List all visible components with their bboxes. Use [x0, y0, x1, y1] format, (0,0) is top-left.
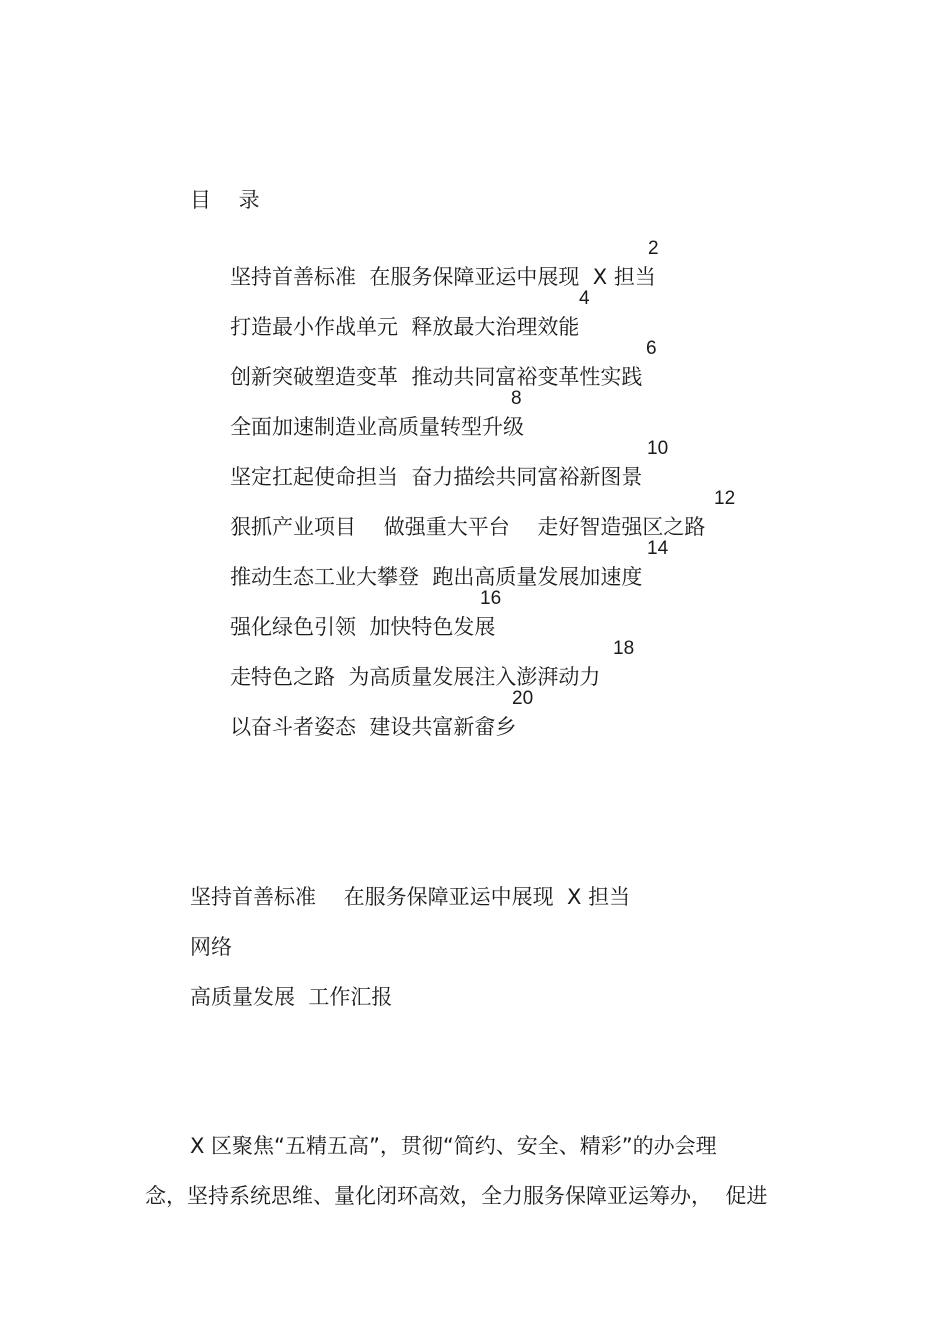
toc-list — [190, 235, 736, 739]
toc-entry-title: 强化绿色引领 加快特色发展 — [230, 615, 496, 639]
toc-entry-title: 狠抓产业项目 做强重大平台 走好智造强区之路 — [230, 515, 706, 539]
toc-entry-title: 创新突破塑造变革 推动共同富裕变革性实践 — [230, 365, 643, 389]
toc-entry-page: 16 — [480, 588, 502, 609]
toc-title: 目 录 — [190, 188, 260, 212]
toc-entry[interactable] — [190, 635, 705, 689]
body-paragraph-line: 念，坚持系统思维、量化闭环高效，全力服务保障亚运筹办， 促进 — [145, 1184, 768, 1208]
toc-entry-page: 8 — [511, 388, 522, 409]
toc-entry[interactable] — [190, 235, 705, 289]
toc-entry-page: 6 — [646, 338, 657, 359]
section-title: 坚持首善标准 在服务保障亚运中展现 X 担当 — [190, 885, 631, 909]
toc-entry-title: 推动生态工业大攀登 跑出高质量发展加速度 — [230, 565, 643, 589]
toc-entry-page: 4 — [579, 288, 590, 309]
toc-entry[interactable] — [190, 485, 736, 539]
section-source: 网络 — [190, 935, 232, 959]
toc-entry[interactable] — [190, 435, 705, 489]
toc-entry[interactable] — [190, 385, 705, 439]
toc-entry[interactable] — [190, 685, 705, 739]
toc-entry-page: 2 — [648, 238, 659, 259]
toc-entry-title: 打造最小作战单元 释放最大治理效能 — [230, 315, 580, 339]
toc-entry-page: 18 — [613, 638, 635, 659]
toc-entry-title: 走特色之路 为高质量发展注入澎湃动力 — [230, 665, 601, 689]
toc-entry-title: 全面加速制造业高质量转型升级 — [230, 415, 525, 439]
body-paragraph-line: X 区聚焦“五精五高”，贯彻“简约、安全、精彩”的办会理 — [190, 1134, 717, 1158]
toc-entry-title: 坚持首善标准 在服务保障亚运中展现 X 担当 — [230, 265, 656, 289]
toc-entry-page: 10 — [647, 438, 669, 459]
toc-entry-title: 坚定扛起使命担当 奋力描绘共同富裕新图景 — [230, 465, 643, 489]
toc-entry[interactable] — [190, 285, 705, 339]
toc-entry-title: 以奋斗者姿态 建设共富新畲乡 — [230, 715, 517, 739]
toc-entry[interactable] — [190, 535, 705, 589]
toc-entry-page: 20 — [512, 688, 534, 709]
toc-entry-page: 12 — [714, 488, 736, 509]
section-tags: 高质量发展 工作汇报 — [190, 985, 393, 1009]
toc-entry-page: 14 — [647, 538, 669, 559]
toc-entry[interactable] — [190, 585, 705, 639]
toc-entry[interactable] — [190, 335, 705, 389]
